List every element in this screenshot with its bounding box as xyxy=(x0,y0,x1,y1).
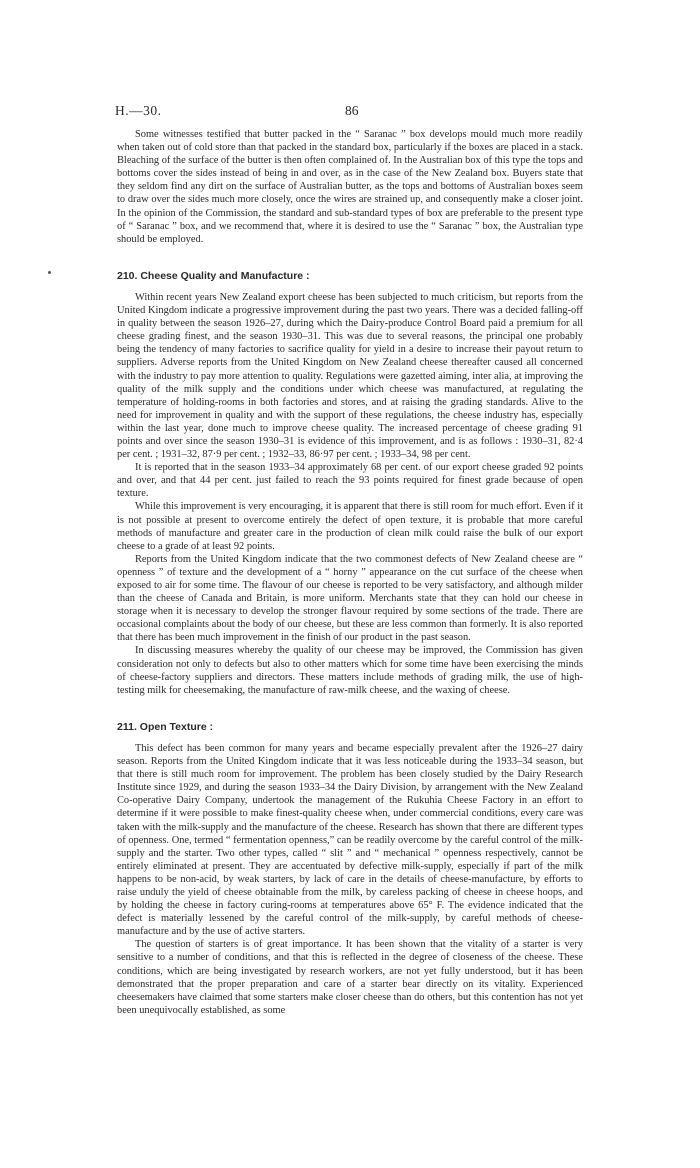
section-heading-210: 210. Cheese Quality and Manufacture : xyxy=(117,269,310,282)
page-number: 86 xyxy=(345,103,359,118)
paragraph: In discussing measures whereby the quality of our cheese may be improved, the Commission has given consideration not only to defects but also to other matters which for some time have been exercising the minds of cheese-factory suppliers and directors. These matters include methods of grading milk, the use of high-testing milk for cheesemaking, the manufacture of raw-milk cheese, and the waxing of cheese. xyxy=(117,645,583,696)
paragraph: Within recent years New Zealand export cheese has been subjected to much criticism, but reports from the United Kingdom indicate a progressive improvement during the past two years. There was a decided falling-off in quality between the season 1926–27, during which the Dairy-produce Control Board paid a premium for all cheese grading finest, and the season 1930–31. This was due to several reasons, the principal one probably being the tendency of many factories to sacrifice quality for yield in a desire to increase their payout return to suppliers. Adverse reports from the United Kingdom on New Zealand cheese thereafter caused all concerned with the industry to pay more attention to quality. Regulations were gazetted aiming, inter alia, at improving the quality of the milk supply and the conditions under which cheese was manufactured, at regulating the temperature of holding-rooms in both factories and stores, and at raising the grading standards. Alive to the need for improvement in quality and with the support of these regulations, the cheese industry has, especially within the last year, done much to improve cheese quality. The increased percentage of cheese grading 91 points and over since the season 1930–31 is evidence of this improvement, and is as follows : 1930–31, 82·4 per cent. ; 1931–32, 87·9 per cent. ; 1932–33, 86·97 per cent. ; 1933–34, 98 per cent. xyxy=(117,291,583,461)
margin-mark xyxy=(48,271,51,274)
paper-reference: H.—30. xyxy=(115,103,162,118)
paragraph: While this improvement is very encouraging, it is apparent that there is still room for much effort. Even if it is not possible at present to overcome entirely the defect of open texture, it is probable that more careful methods of manufacture and greater care in the production of clean milk could raise the bulk of our export cheese to a grade of at least 92 points. xyxy=(117,501,583,552)
paragraph: Reports from the United Kingdom indicate that the two commonest defects of New Zealand cheese are “ openness ” of texture and the development of a “ horny ” appearance on the cut surface of the cheese when exposed to air for some time. The flavour of our cheese is reported to be very satisfactory, and although milder than the cheese of Canada and Britain, is more uniform. Merchants state that they can hold our cheese in storage when it is necessary to develop the stronger flavour required by some sections of the trade. There are occasional complaints about the body of our cheese, but these are less common than formerly. It is also reported that there has been much improvement in the finish of our product in the past season. xyxy=(117,553,583,644)
page-body xyxy=(117,128,583,1017)
intro-paragraph: Some witnesses testified that butter packed in the “ Saranac ” box develops mould much more readily when taken out of cold store than that packed in the standard box, particularly if the boxes are placed in a stack. Bleaching of the surface of the butter is then often complained of. In the Australian box of this type the tops and bottoms cover the sides instead of being in and over, as in the case of the New Zealand box. Buyers state that they seldom find any dirt on the surface of Australian butter, as the tops and bottoms of Australian boxes seem to draw over the sides much more closely, once the wires are strained up, and consequently make a closer joint. In the opinion of the Commission, the standard and sub-standard types of box are preferable to the present type of “ Saranac ” box, and we recommend that, where it is desired to use the “ Saranac ” box, the Australian type should be employed. xyxy=(117,129,583,245)
paragraph: This defect has been common for many years and became especially prevalent after the 1926–27 dairy season. Reports from the United Kingdom indicate that it was less noticeable during the 1933–34 season, but that there is still much room for improvement. The problem has been closely studied by the Dairy Research Institute since 1929, and during the season 1933–34 the Dairy Division, by arrangement with the New Zealand Co-operative Dairy Company, undertook the management of the Rukuhia Cheese Factory in an effort to determine if it were possible to make finest-quality cheese when, under commercial conditions, every care was taken with the milk-supply and the manufacture of the cheese. Research has shown that there are different types of openness. One, termed “ fermentation openness,” can be readily overcome by the careful control of the milk-supply and the starter. Two other types, called “ slit ” and “ mechanical ” openness respectively, cannot be entirely eliminated at present. They are accentuated by defective milk-supply, especially if part of the milk happens to be non-acid, by weak starters, by lack of care in the details of cheese-manufacture, by efforts to raise unduly the yield of cheese obtainable from the milk, by careless packing of cheese in cheese hoops, and by holding the cheese in factory curing-rooms at temperatures above 65° F. The evidence indicated that the defect is materially lessened by the careful control of the milk-supply, by careful methods of cheese-manufacture and by the use of active starters. xyxy=(117,742,583,938)
paragraph: It is reported that in the season 1933–34 approximately 68 per cent. of our export cheese graded 92 points and over, and that 44 per cent. just failed to reach the 93 points required for finest grade because of open texture. xyxy=(117,462,583,500)
section-heading-211: 211. Open Texture : xyxy=(117,720,214,733)
paragraph: The question of starters is of great importance. It has been shown that the vitality of a starter is very sensitive to a number of conditions, and that this is reflected in the degree of closeness of the cheese. These conditions, which are being investigated by research workers, are not yet fully understood, but it has been demonstrated that the proper preparation and care of a starter bear directly on its vitality. Experienced cheesemakers have claimed that some starters make closer cheese than do others, but this contention has not yet been unequivocally established, as some xyxy=(117,939,583,1016)
page-header xyxy=(115,103,585,123)
